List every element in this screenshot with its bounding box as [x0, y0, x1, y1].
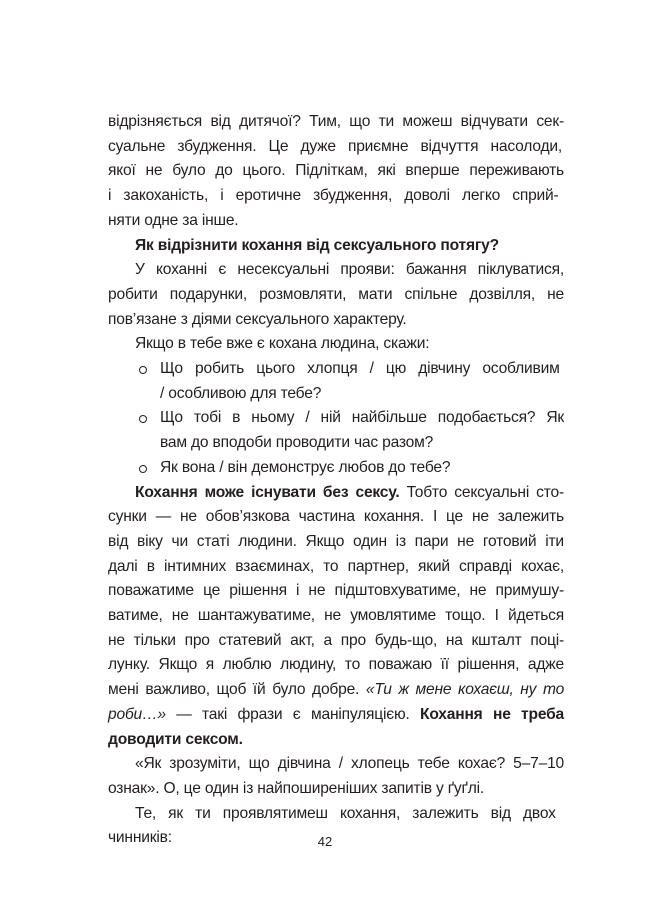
text-line: робити подарунки, розмовляти, мати спільне дозвілля, не [108, 285, 564, 303]
list-item [108, 406, 564, 455]
page-number: 42 [317, 834, 333, 849]
list-item [108, 357, 564, 406]
text-run: — такі фрази є маніпуляцією. [165, 705, 421, 723]
text-line: пов’язане з діями сексуального характеру. [108, 310, 407, 328]
text-line: лунку. Якщо я люблю людину, то поважаю її рішення, адже [108, 656, 564, 674]
bullet-circle-icon [139, 415, 147, 423]
text-line: Те, як ти проявлятимеш кохання, залежить від двох [135, 804, 556, 822]
text-line [108, 703, 564, 728]
text-line: У коханні є несексуальні прояви: бажання піклуватися, [135, 261, 565, 279]
text-line: сунки — не обов’язкова частина кохання. І це не залежить [108, 508, 564, 526]
list-item [108, 456, 564, 481]
text-line: якої не було до цього. Підліткам, які вперше переживають [108, 162, 564, 180]
quote-italic: роби…» [108, 705, 166, 723]
text-line: ватиме, не шантажуватиме, не умовлятиме тощо. І йдеться [108, 607, 565, 625]
bullet-circle-icon [139, 366, 147, 374]
text-line: від віку чи статі людини. Якщо один із пари не готовий іти [108, 532, 564, 550]
text-line: відрізняється від дитячої? Тим, що ти можеш відчувати сек- [108, 113, 564, 130]
bold-emphasis: Кохання не треба [420, 705, 564, 723]
bullet-circle-icon [139, 465, 147, 473]
quote-italic: «Ти ж мене кохаєш, ну то [365, 681, 565, 699]
text-line: далі в інтимних взаєминах, то партнер, який справді кохає, [108, 557, 564, 575]
list-item-line: Що тобі в ньому / ній найбільше подобається? Як [160, 409, 565, 427]
text-line: «Як зрозуміти, що дівчина / хлопець тебе кохає? 5–7–10 [135, 755, 565, 773]
text-line: Якщо в тебе вже є кохана людина, скажи: [135, 335, 430, 353]
text-run: Тобто сексуальні сто- [399, 483, 565, 501]
list-item-line: Як вона / він демонструє любов до тебе? [160, 458, 451, 476]
text-line: поважатиме це рішення і не підштовхуватиме, не примушу- [108, 582, 564, 600]
bullet-list [108, 357, 564, 481]
text-run: мені важливо, щоб їй було добре. [108, 681, 366, 699]
list-item-line: вам до вподоби проводити час разом? [160, 434, 434, 452]
bold-emphasis: доводити сексом. [108, 730, 243, 748]
bold-lead: Кохання може існувати без сексу. [135, 483, 400, 501]
list-item-line: / особливою для тебе? [160, 384, 322, 402]
text-line: ознак». О, це один із найпоширеніших запитів у ґуґлі. [108, 779, 485, 797]
page-body [108, 110, 564, 851]
list-item-line: Що робить цього хлопця / цю дівчину особливим [160, 360, 560, 378]
text-line [108, 678, 564, 703]
text-line: і закоханість, і еротичне збудження, доволі легко сприй- [108, 187, 559, 205]
section-heading: Як відрізнити кохання від сексуального потягу? [135, 236, 499, 254]
text-line: няти одне за інше. [108, 211, 239, 229]
text-line: чинників: [108, 829, 172, 847]
text-line: не тільки про статевий акт, а про будь-що, на кшталт поці- [108, 631, 565, 649]
text-line [108, 481, 564, 506]
text-line: суальне збудження. Це дуже приємне відчуття насолоди, [108, 137, 563, 155]
